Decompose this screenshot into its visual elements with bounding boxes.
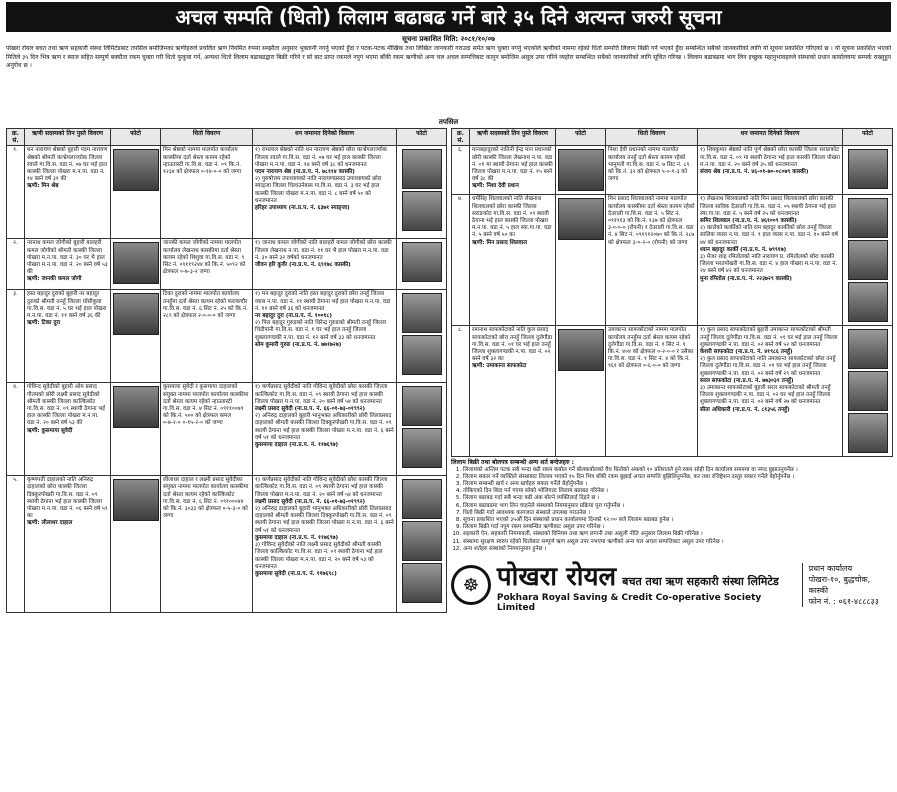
collateral-details: मिन श्रेष्ठको नाममा मालपोत कार्यालय कास्कीमा दर्ता श्रेस्ता कायम रहेको न्हाउतास्टी गा.वि.स. वडा नं. ०९ कि.नं. १२३४ को क्षेत्रफल ०-१४-०-० को जग्गा [161,146,253,239]
condition-item: 2. लिलाम सकार गर्ने व्यक्तिले संस्थाबाट लिलाम भएको १५ दिन भित्र बाँकी रकम बुझाई अचल सम्पत्ति बुझिलिनुपर्नेछ, कर तथा रजिष्ट्रेशन दस्तुर सकार गर्नेले बेहोर्नुपर्नेछ । [463,474,892,481]
guarantor-photo [402,293,442,333]
condition-item: 11. संस्थामा सुरक्षण स्वरुप रहेको धितोबाट सम्पूर्ण ऋण असुल उपर नभएमा ऋणीको अन्य चल अचल सम्पत्तिबाट असुल उपर गरिनेछ । [463,539,892,546]
guarantor-description: १) कर्णप्रसाद सुवेदीको नाति गोविन्द सुवेदीको छोरा कास्की जिल्ला काल्किकोट गा.वि.स. वडा नं. ०९ स्थायी ठेगाना भई हाल कास्की जिल्ला पोखरा म.न.पा. वडा नं. २० बस्ने वर्ष ५४ को धनजमानत [255,384,388,405]
guarantor-name: समिर शिलवाल (ना.प्र.प. नं. ४६१००९ कास्की) [700,218,797,225]
guarantor-photo [402,563,442,603]
guarantor-entry [255,542,394,578]
guarantor-description: २) अनिरुद्र दाहालको बुहारी भानुभक्त अधिकारीको छोरी लिलाप्रसाद दाहालको श्रीमती कास्की जिल्ला दिक्कुरपोखरी गा.वि.स. वडा नं. ०९ स्थायी ठेगाना भई हाल कास्की जिल्ला पोखरा म.न.पा. वडा नं. ६ बस्ने वर्ष ५१ को धनजमानत [255,413,394,441]
guarantor-photos [843,195,893,326]
collateral-details: जानकी कमल जोगीको नाममा मालपोत कार्यालय लेखनाथ कास्कीमा दर्ता श्रेस्ता कायम रहेको शिशुवा गा.वि.स. वडा नं. ९ सिट नं. ०९११९२४४ को कि.नं. ५०९२ को क्षेत्रफल ०-७-३-२ जग्गा [161,239,253,290]
col-borrower: ऋणी सदस्यको तिन पुस्ते विवरण [25,129,111,146]
guarantor-details [253,239,397,290]
guarantor-description: १) कर्णप्रसाद सुवेदीको नाति गोविन्द सुवेदीको छोरा कास्की जिल्ला काल्किकोट गा.वि.स. वडा नं. ०९ स्थायी ठेगाना भई हाल कास्की जिल्ला पोखरा म.न.पा. वडा नं. २० बस्ने वर्ष ५४ को धनजमानत [255,477,388,498]
borrower-details [470,326,556,457]
publish-date: सूचना प्रकाशित मिति: २०८१/१०/०७ [402,35,495,43]
guarantor-entry [700,147,840,176]
borrower-photo-cell [111,383,161,476]
guarantor-photo [402,191,442,231]
office-label: प्रधान कार्यालय [808,564,853,574]
right-table [451,128,893,457]
guarantor-photos [397,476,447,613]
table-row [452,146,893,195]
guarantor-photo [848,149,888,189]
guarantor-entry [255,506,394,542]
serial-number: २. [7,239,25,290]
collateral-details: टिका दुराको नाममा मालपोत कार्यालय तनहुँमा दर्ता श्रेस्ता कायम रहेको फराकचौर गा.वि.स. वडा नं. ६ सिट नं. २५ को कि.नं. २८९ को क्षेत्रफल २-०-०-० को जग्गा [161,290,253,383]
guarantor-photos [397,146,447,239]
guarantor-details [253,476,397,613]
table-row [452,195,893,326]
guarantor-name: ध्यान बहादुर कार्की (ना.प्र.प. नं. ७९९१७) [700,246,787,253]
collateral-details: उमाकान्त साफकोटाको नाममा मालपोत कार्यालय तनहुँमा दर्ता श्रेस्ता कायम रहेको दुलेगौंडा गा.वि.स. वडा नं. १ सिट नं. १ कि.नं. ४०४ को क्षेत्रफल ०-२-०-० र उसैका गा.वि.स. वडा नं. १ सिट नं. ४ को कि.नं. ९६१ को क्षेत्रफल ०-६-०-० को जग्गा [606,326,698,457]
guarantor-photos [397,290,447,383]
conditions-list [451,467,892,553]
borrower-details [470,195,556,326]
borrower-photo-cell [111,146,161,239]
borrower-name: ऋणी: उमाकान्त साफकोटा [472,363,527,370]
guarantor-entry [255,384,394,413]
borrower-name: ऋणी: जानकी कमल जोगी [27,276,82,283]
borrower-photo-cell [111,290,161,383]
guarantor-photos [397,383,447,476]
col-sn: क्र. सं. [452,129,470,146]
serial-number: ७. [452,195,470,326]
condition-item: 12. अन्य शर्तहरु संस्थाको नियमानुसार हुनेछ । [463,546,892,553]
condition-item: 5. लिलाम बढाबढ गर्दा सबै भन्दा बढी अंक बोल्ने व्यक्तिलाई दिइने छ । [463,495,892,502]
guarantor-name: पदम नारायण श्रेष्ठ (ना.प्र.प. नं. ७८११४ कास्की) [255,169,355,176]
borrower-photo [558,198,604,240]
col-collateral: धितो विवरण [606,129,698,146]
borrower-details [470,146,556,195]
borrower-photo [113,479,159,521]
guarantor-name: हरिहर उपाध्याय (ना.प्र.प. नं. ६३७१ स्याङ्जा) [255,205,350,212]
guarantor-photo [848,329,888,369]
col-photo: फोटो [556,129,606,146]
guarantor-photo [402,521,442,561]
guarantor-name: कुसमाया दाहाल (ना.प्र.प. नं. ११७६९७) [255,441,339,448]
guarantor-description: ३) उमाकान्त साफकोटाको बुहारी सरल साफकोटाको श्रीमती तनहुँ जिल्ला शुक्लागण्डकी न.पा. वडा नं. ०२ घर भई हाल तनहुँ जिल्ला शुक्लागण्डकी न.पा. वडा नं. ०२ बस्ने वर्ष २७ को धनजमानत [700,385,831,406]
guarantor-entry [255,291,394,320]
guarantor-photo [848,198,888,238]
tables-wrapper [6,128,891,613]
guarantor-photo [402,335,442,375]
borrower-name: ऋणी: कुसमाया सुवेदी [27,427,73,434]
guarantor-photo [402,242,442,282]
col-guarantor: धन जमानत दिनेको विवरण [698,129,843,146]
collateral-details: मिन प्रसाद शिलवालको नाममा मालपोत कार्यालय कास्कीमा दर्ता श्रेस्ता कायम रहेको देउराली गा.वि.स. वडा नं. ५ सिट नं. ०९१९१३ को कि.नं. १३७ को क्षेत्रफल ३-०-०-० (रोपनी) र देउराली गा.वि.स. वडा नं. ४ सिट नं. ०९१९१२०७० को कि.नं. २८७ को क्षेत्रफल ३-०-२-० (रोपनी) को जग्गा [606,195,698,326]
guarantor-details [698,146,843,195]
collateral-details: निशा देवी प्रधानको नाममा मालपोत कार्यालय तनहुँ दर्ता श्रेस्ता कायम रहेको भानुमती गा.वि.स. वडा नं. ७ सिट नं. ८९ को कि.नं. ३२ को क्षेत्रफल ५-०-१-३ को जग्गा [606,146,698,195]
borrower-description: रमानाथ साफकोटाको नाति कुल प्रसाद साफकोटाको छोरा तनहुँ जिल्ला दुलेगौंडा गा.वि.स. वडा नं. ०१ घर भई हाल तनहुँ जिल्ला शुक्लागण्डकी न.पा. वडा नं. ०२ बस्ने वर्ष ३२ का [472,327,552,363]
guarantor-entry [255,413,394,449]
guarantor-name: संजय श्रेष्ठ (ना.प्र.प. नं. ४६-०१-७०-०८०७९ कास्की) [700,169,809,176]
borrower-photo-cell [556,326,606,457]
org-sub-np: बचत तथा ऋण सहकारी संस्था लिमिटेड [622,575,779,589]
guarantor-description: १) रामलाल श्रेष्ठको नाति धन नारायण श्रेष्ठको छोरा काभ्रेपलाञ्चोक जिल्ला रवाले गा.वि.स. वडा नं. ०७ घर भई हाल कास्की जिल्ला पोखरा म.न.पा. वडा नं. १४ बस्ने वर्ष ३८ को धनजमानत [255,147,387,168]
serial-number: ६. [452,146,470,195]
condition-item: 8. सूचना प्रकाशित भएको ३५औं दिन संस्थाको प्रधान कार्यालयमा दिनको १२:०० बजे लिलाम बढाबढ हुनेछ । [463,517,892,524]
guarantor-name: लक्ष्मी प्रसाद सुवेदी (ना.प्र.प. नं. ६६-०१-७३-०१९९२) [255,405,366,412]
table-row [7,476,447,613]
guarantor-entry [700,356,840,385]
guarantor-entry [700,196,840,225]
borrower-details [25,476,111,613]
guarantor-name: सरल साफकोटा (ना.प्र.प. नं. ७७३०३१ तनहुँ) [700,377,794,384]
borrower-name: ऋणी: मिन प्रसाद शिलवाल [472,239,528,246]
guarantor-description: १) कुल प्रसाद साफकोटाको बुहारी उमाकान्त साफकोटाको श्रीमती तनहुँ जिल्ला दुलेगौंडा गा.वि.स. वडा नं. ०१ घर भई हाल तनहुँ जिल्ला शुक्लागण्डकी न.पा. वडा नं. ०२ बस्ने वर्ष ५२ को धनजमानत [700,327,838,348]
borrower-photo [558,329,604,371]
left-table [6,128,447,613]
borrower-photo [558,149,604,191]
borrower-details [25,239,111,290]
borrower-name: ऋणी: लीलाधर दाहाल [27,520,73,527]
col-sn: क्र. सं. [7,129,25,146]
condition-item: 9. लिलाम बिक्री गर्दा नपुग रकम सम्बन्धित ऋणीबाट असुल उपर गरिनेछ । [463,524,892,531]
borrower-description: हस्त बहादुर दुराको बुहारी नर बहादुर दुराको श्रीमती तनहुँ जिल्ला घाँसीकुवा गा.वि.स. वडा नं. ५ घर भई हाल पोखरा म.न.पा. वडा नं. ११ बस्ने वर्ष ३६ की [27,291,107,320]
borrower-name: ऋणी: मिन श्रेष्ठ [27,183,59,190]
guarantor-photo [402,386,442,426]
contact-box [802,563,892,607]
serial-number: ४. [7,383,25,476]
guarantor-details [698,326,843,457]
condition-item: 3. लिलाम सम्बन्धी खर्च र अन्य खर्चहरु सकार गर्नेले बेहोर्नुपर्नेछ । [463,481,892,488]
guarantor-entry [255,320,394,349]
guarantor-name: कुसमाया दाहाल (ना.प्र.प. नं. ११७६९७) [255,534,339,541]
guarantor-name: मुना रमितोल (ना.प्र.प. नं. २२३७२९ कास्की) [700,275,792,282]
borrower-photo-cell [556,195,606,326]
borrower-description: कृष्णपती दाहालको नाति अनिरुद्र दाहालको छोरा कास्की जिल्ला दिक्कुरपोखरी गा.वि.स. वडा नं. ०९ स्थायी ठेगाना भई हाल कास्की जिल्ला पोखरा म.न.पा. वडा नं. ०६ बस्ने वर्ष ५९ का [27,477,108,520]
borrower-photo-cell [111,239,161,290]
borrower-name: ऋणी: निशा देवी प्रधान [472,183,519,190]
guarantor-name: केशरी साफकोटा (ना.प्र.प. नं. ४१९८६ तनहुँ) [700,349,793,356]
borrower-description: मानबहादुरको नातिनी ईन्द्र मान प्रधानको छोरी कास्की जिल्ला लेखनाथ न.पा. वडा नं. ०१ मा स्थायी ठेगाना भई हाल कास्की जिल्ला पोखरा म.न.पा. वडा नं. १५ बस्ने वर्ष ३८ की [472,147,553,183]
guarantor-photos [843,326,893,457]
col-guarantor: धन जमानत दिनेको विवरण [253,129,397,146]
guarantor-entry [700,225,840,254]
guarantor-photos [397,239,447,290]
borrower-photo-cell [111,476,161,613]
guarantor-details [253,290,397,383]
borrower-details [25,290,111,383]
guarantor-details [698,195,843,326]
guarantor-name: कुसमाया सुवेदी (ना.प्र.प. नं. ११७६९८) [255,570,337,577]
borrower-details [25,146,111,239]
col-guarantor-photo: फोटो [843,129,893,146]
org-name-en: Pokhara Royal Saving & Credit Co-operative Society Limited [496,593,762,614]
guarantor-photos [843,146,893,195]
cooperative-logo-icon: ☸ [451,565,491,605]
table-row [7,146,447,239]
guarantor-photo [848,413,888,453]
notice-title: अचल सम्पति (धितो) लिलाम बढाबढ गर्ने बारे ३५ दिने अत्यन्त जरुरी सूचना [6,2,891,32]
guarantor-description: २) पिल बहादुर गुरुङको नाति धिरेन्द्र गुरुङको श्रीमती तनहुँ जिल्ला चिदीपानी गा.वि.स. वडा नं. १ घर भई हाल तनहुँ जिल्ला शुक्लागण्डकी न.पा. वडा नं. १२ बस्ने वर्ष ३३ को धनजमानत [255,320,387,341]
condition-item: 6. लिलाम बढाबढमा भाग लिन चाहनेले संस्थाको नियमानुसार प्रक्रिया पुरा गर्नुपर्नेछ । [463,503,892,510]
conditions-section [451,459,892,553]
guarantor-details [253,146,397,239]
guarantor-description: १) शिवकुमार श्रेष्ठको नाति पूर्ण श्रेष्ठको छोरा कास्की जिल्ला सराङकोट गा.वि.स. वडा नं. ०९ मा स्थायी ठेगाना भई हाल कास्की जिल्ला पोखरा म.न.पा. वडा नं. २० बस्ने वर्ष ३५ को धनजमानत [700,147,840,168]
guarantor-description: २) कुल प्रसाद साफकोटाको नाति उमाकान्त साफकोटाको छोरा तनहुँ जिल्ला दुलेगौंडा गा.वि.स. वडा नं. ०१ घर भई हाल तनहुँ जिल्ला शुक्लागण्डकी न.पा. वडा नं. ०२ बस्ने वर्ष २९ को धनजमानत [700,356,836,377]
guarantor-photo [402,479,442,519]
guarantor-photo [848,282,888,322]
serial-number: ५. [7,476,25,613]
table-row [7,239,447,290]
guarantor-name: सीता अधिकारी (ना.प्र.प. नं. ८१३५६ तनहुँ) [700,406,790,413]
borrower-photo [113,386,159,428]
col-collateral: धितो विवरण [161,129,253,146]
borrower-details [25,383,111,476]
collateral-details: कुसमाया सुवेदी र कुसमाया दाहालको संयुक्त नाममा मालपोत कार्यालय कास्कीमा दर्ता श्रेस्ता कायम रहेको न्हाउतास्टी गा.वि.स. वडा नं. ४ सिट नं. ०९११००७९ को कि.नं. ५०० को क्षेत्रफल कमल ०-७-२-० ०-१५-२-० को जग्गा [161,383,253,476]
serial-number: १. [7,146,25,239]
guarantor-entry [700,385,840,414]
guarantor-entry [700,327,840,356]
borrower-photo [113,149,159,191]
borrower-description: धन नारायण श्रेष्ठको बुहारी पदम नारायण श्रेष्ठको श्रीमती काभ्रेपलाञ्चोक जिल्ला रवाले गा.वि.स. वडा नं. ०७ घर भई हाल कास्की जिल्ला पोखरा म.न.पा. वडा नं. १४ बस्ने वर्ष ३१ की [27,147,108,183]
condition-item: 4. तोकिएको दिन बिदा पर्न गएमा सोको भोलिपल्ट लिलाम बढाबढ गरिनेछ । [463,488,892,495]
table-label: तपसिल [438,118,459,126]
table-row [7,383,447,476]
borrower-name: ऋणी: टिका दुरा [27,320,61,327]
guarantor-description: १) जानाथ कमल जोगीको नाति बालहरी कमल जोगीको छोरा कास्की जिल्ला लेखनाथ न.पा. वडा नं. ११ घर भै हाल पोखरा म.न.पा. वडा नं. ३० बस्ने ३२ वर्षको धनजमानत [255,240,392,261]
guarantor-entry [255,176,394,212]
collateral-details: लीलाधर दाहाल र लक्ष्मी प्रसाद सुवेदीका संयुक्त नाममा मालपोत कार्यालय कास्कीमा दर्ता श्रेस्ता कायम रहेको काल्किकोट गा.वि.स. वडा नं. ६ सिट नं. ०९१०००४४ को कि.नं. ३०३३ को क्षेत्रफल ०-५-३-० को जग्गा [161,476,253,613]
guarantor-entry [255,240,394,269]
condition-item: 1. लिलामको अन्तिम पटक सबै भन्दा बढी रकम कबोल गर्ने बोलकबोलको वैध धितोको अंकको १० प्रतिशतले हुने रकम सोही दिन कार्यालय समयमा वा नगद बुझाउनुपर्नेछ । [463,467,892,474]
guarantor-description: २) पुरुषोत्तम उपाध्यायको नाति नारायणप्रसाद उपाध्यायको छोरा स्याङ्जा जिल्ला चिलाउनेबास गा.वि.स. वडा नं. ३ घर भई हाल कास्की जिल्ला पोखरा म.न.पा. वडा नं. ८ बस्ने वर्ष ५० को धनजमानत [255,176,382,204]
guarantor-entry [255,477,394,506]
condition-item: 10. सहकारी ऐन, सहकारी नियमावली, संस्थाको विनियम तथा ऋण लगानी तथा असुली नीति अनुसार लिलाम बिक्री गरिनेछ । [463,531,892,538]
guarantor-name: नर बहादुर दुरा (ना.प्र.प. नं. १००१८) [255,313,332,320]
serial-number: ८. [452,326,470,457]
guarantor-details [253,383,397,476]
guarantor-entry [700,254,840,283]
guarantor-photo [848,371,888,411]
guarantor-name: जीवन हरि कुवँर (ना.प्र.प. नं. ६९१७८ कास्की) [255,261,351,268]
borrower-photo-cell [556,146,606,195]
guarantor-description: १) लेखनाथ शिलवालको नाति मिन प्रसाद शिलवालको छोरा कास्की जिल्ला साविक देउराली गा.वि.स. वडा नं. ०५ स्थायी ठेगाना भई हाल स्या.गा.पा. वडा नं. ५ बस्ने वर्ष २५ को धनजमानत [700,196,836,217]
col-photo: फोटो [111,129,161,146]
borrower-photo [113,242,159,284]
borrower-photo [113,293,159,335]
office-phone: फोन नं. : ०६१-४८८८३३ [808,597,879,607]
serial-number: ३. [7,290,25,383]
guarantor-photo [848,240,888,280]
borrower-description: धर्मसिंह शिलवालको नाति लेखनाथ शिलवालको छोरा कास्की जिल्ला सराङकोट गा.वि.स. वडा नं. ०९ स्थायी ठेगाना भई हाल कास्की जिल्ला पोखरा म.न.पा. वडा नं. ५ हाल स्या.गा.पा. वडा नं. ५ बस्ने वर्ष ५० का [472,196,552,239]
condition-item: 7. धितो बिक्री गर्दा आवश्यक कागजात संस्थाले उपलब्ध गराउनेछ । [463,510,892,517]
guarantor-description: २) कालेको कार्कीको नाति राम बहादुर कार्कीको छोरा तनहुँ जिल्ला सालिक व्यास न.पा. वडा नं. ९ हाल व्यास न.पा. वडा नं. १० बस्ने वर्ष ४४ को धनजमानत [700,225,838,246]
borrower-description: गोविन्द सुवेदीको बुहारी ओम प्रसाद गौतमको छोरी लक्ष्मी प्रसाद सुवेदीको श्रीमती कास्की जिल्ला काल्किकोट गा.वि.स. वडा नं. ०९ स्थायी ठेगाना भई हाल कास्की जिल्ला पोखरा म.न.पा. वडा नं. २० बस्ने वर्ष ५३ की [27,384,106,427]
table-row [7,290,447,383]
borrower-description: नरनाथ कमल जोगीको बुहारी बालहरी कमल जोगीको श्रीमती कास्की जिल्ला पोखरा म.न.पा. वडा नं. ३० घर भै हाल पोखरा म.न.पा. वडा नं. २० बस्ने वर्ष ५३ की [27,240,108,276]
org-name-np: पोखरा रोयल [496,562,617,593]
conditions-title: लिलाम बिक्री तथा बोलपत्र सम्बन्धी अन्य शर्त बन्देजहरु : [451,459,575,467]
guarantor-name: लक्ष्मी प्रसाद सुवेदी (ना.प्र.प. नं. ६६-०१-७३-०१९९२) [255,498,366,505]
guarantor-photo [402,428,442,468]
guarantor-name: सोम कुमारी गुरुङ (ना.प्र.प. नं. ७७१७२७) [255,341,342,348]
guarantor-description: २) अनिरुद्र दाहालको बुहारी भानुभक्त अधिकारीको छोरी लिलाप्रसाद दाहालको श्रीमती कास्की जिल्ला दिक्कुरपोखरी गा.वि.स. वडा नं. ०९ स्थायी ठेगाना भई हाल कास्की जिल्ला पोखरा म.न.पा. वडा नं. ६ बस्ने वर्ष ५१ को धनजमानत [255,506,394,534]
intro-paragraph: पोखरा रोयल बचत तथा ऋण सहकारी संस्था लिमिटेडबाट तपसिल बमोजिमका ऋणीहरुले प्रचलित ऋण नियमित रुपमा सम्झौता अनुसार भुक्तानी नगर्नु भएको हुँदा र पटक-पटक मौखिक तथा लिखित जानकारी गराउदा समेत ऋण चुक्ता नगर्नु भएकोले ऋणीको नाममा रहेको धितो सम्पत्ति लिलाम बिक्री गर्ने भएको हुँदा सम्बन्धित सबैको जानकारीको लागि यो सूचना प्रकाशित गरिएको छ । यो सूचना प्रकाशित भएको मितिले ३५ दिन भित्र ऋण र ब्याज सहित सम्पूर्ण बक्यौता रकम चुक्ता गरी धितो फुकुवा गर्न, अन्यथा धितो लिलाम बढाबढद्वारा बिक्री गरिने र सो बाट प्राप्त रकमले नपुग भएमा बाँकी रकम ऋणीको अन्य चल अचल सम्पत्तिबाट कानुन बमोजिम असुल उपर गरिने व्यहोरा सम्बन्धित सबैको जानकारीको लागि सूचित गरिन्छ । लिलाम बढाबढमा भाग लिन इच्छुक महानुभावहरुले संस्थाको प्रधान कार्यालयमा सम्पर्क राख्नुहुन अनुरोध छ । [6,45,891,70]
guarantor-description: ३) गोविन्द सुवेदीको नाति लक्ष्मी प्रसाद सुवेदीको श्रीमती कास्की जिल्ला काल्किकोट गा.वि.स. वडा नं. ०९ स्थायी ठेगाना भई हाल कास्की जिल्ला पोखरा म.न.पा. वडा नं. २० बस्ने वर्ष ५३ को धनजमानत [255,542,383,570]
table-row [452,326,893,457]
guarantor-photo [402,149,442,189]
footer [451,557,892,613]
guarantor-description: १) मन बहादुर दुराको नाति हस्त बहादुर दुराको छोरा तनहुँ जिल्ला व्यास न.पा. वडा नं. ११ स्थायी ठेगाना भई हाल पोखरा म.न.पा. वडा नं. ११ बस्ने वर्ष ३६ को धनजमानत [255,291,391,312]
office-address: पोखरा-१०, बुद्धचोक, कास्की [808,575,871,596]
guarantor-entry [255,147,394,176]
col-borrower: ऋणी सदस्यको तिन पुस्ते विवरण [470,129,556,146]
guarantor-description: ३) मेजर शाह रमितोलको नाति नारायण प्र. रमितोलको छोरा कास्की जिल्ला भरतपोखरी गा.वि.स. वडा नं. ४ हाल पोखरा म.न.पा. वडा नं. २४ बस्ने वर्ष ४२ को धनजमानत [700,254,838,275]
col-guarantor-photo: फोटो [397,129,447,146]
